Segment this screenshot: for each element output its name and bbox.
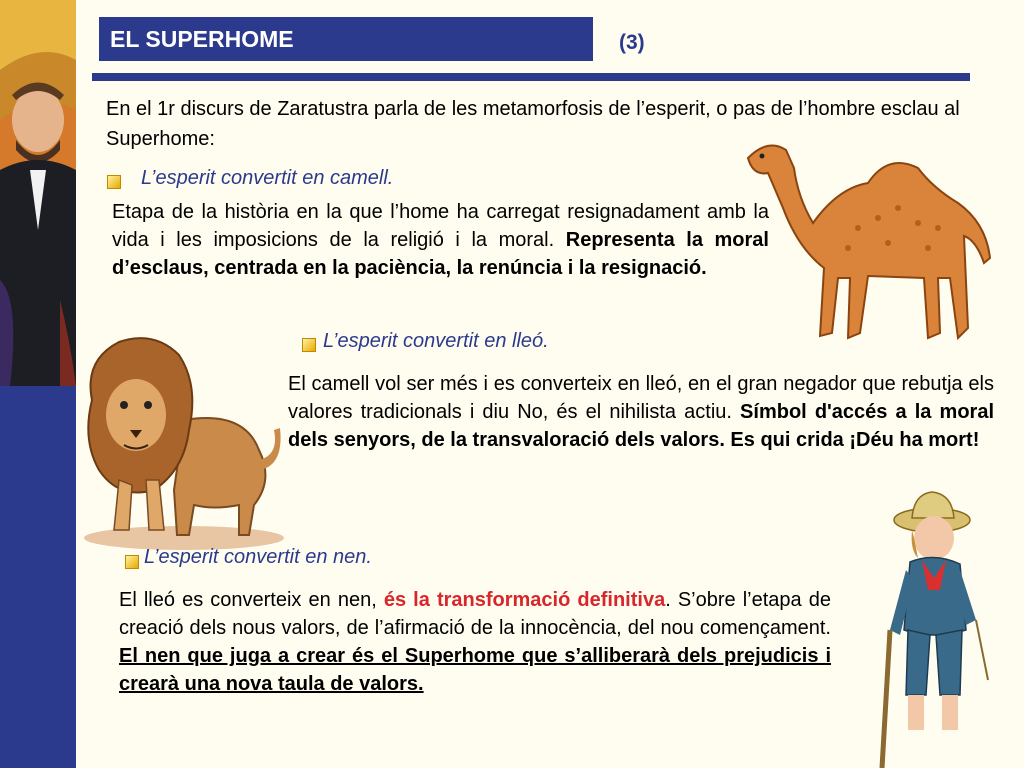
camel-illustration xyxy=(728,128,1008,350)
camel-heading: L’esperit convertit en camell. xyxy=(141,167,394,189)
child-heading: L’esperit convertit en nen. xyxy=(144,546,372,568)
child-text-2: . S’obre l’etapa de creació dels nous valors, de l’afirmació de la innocència, del nou començament. xyxy=(119,589,831,639)
child-text-underline: El nen que juga a crear és el Superhome que s’alliberarà dels prejudicis i crearà una nova taula de valors. xyxy=(119,645,831,695)
bullet-icon xyxy=(125,555,139,569)
bullet-icon xyxy=(107,175,121,189)
child-text-1: El lleó es converteix en nen, xyxy=(119,589,384,611)
lion-illustration xyxy=(74,330,294,555)
child-paragraph xyxy=(119,586,831,698)
lion-heading: L’esperit convertit en lleó. xyxy=(323,330,549,352)
lion-text-bold: Símbol d'accés a la moral dels senyors, de la transvaloració dels valors. Es qui crida ¡Déu ha mort! xyxy=(288,401,994,451)
lion-text: El camell vol ser més i es converteix en lleó, en el gran negador que rebutja els valores tradicionals i diu No, és el nihilista actiu. xyxy=(288,373,994,423)
slide-title: EL SUPERHOME xyxy=(110,26,294,52)
portrait-painting xyxy=(0,0,76,386)
bullet-icon xyxy=(302,338,316,352)
title-rule xyxy=(92,73,970,81)
intro-text: En el 1r discurs de Zaratustra parla de les metamorfosis de l’esperit, o pas de l’hombre esclau al Superhome: xyxy=(106,98,960,150)
child-text-red: és la transformació definitiva xyxy=(383,589,666,611)
camel-text: Etapa de la història en la que l’home ha carregat resignadament amb la vida i les imposicions de la religió i la moral. xyxy=(112,201,769,251)
camel-text-bold: Representa la moral d’esclaus, centrada en la paciència, la renúncia i la resignació. xyxy=(112,229,769,279)
camel-paragraph xyxy=(112,198,769,282)
lion-paragraph xyxy=(288,370,994,454)
boy-illustration xyxy=(870,480,1000,768)
page-number: (3) xyxy=(619,31,645,54)
